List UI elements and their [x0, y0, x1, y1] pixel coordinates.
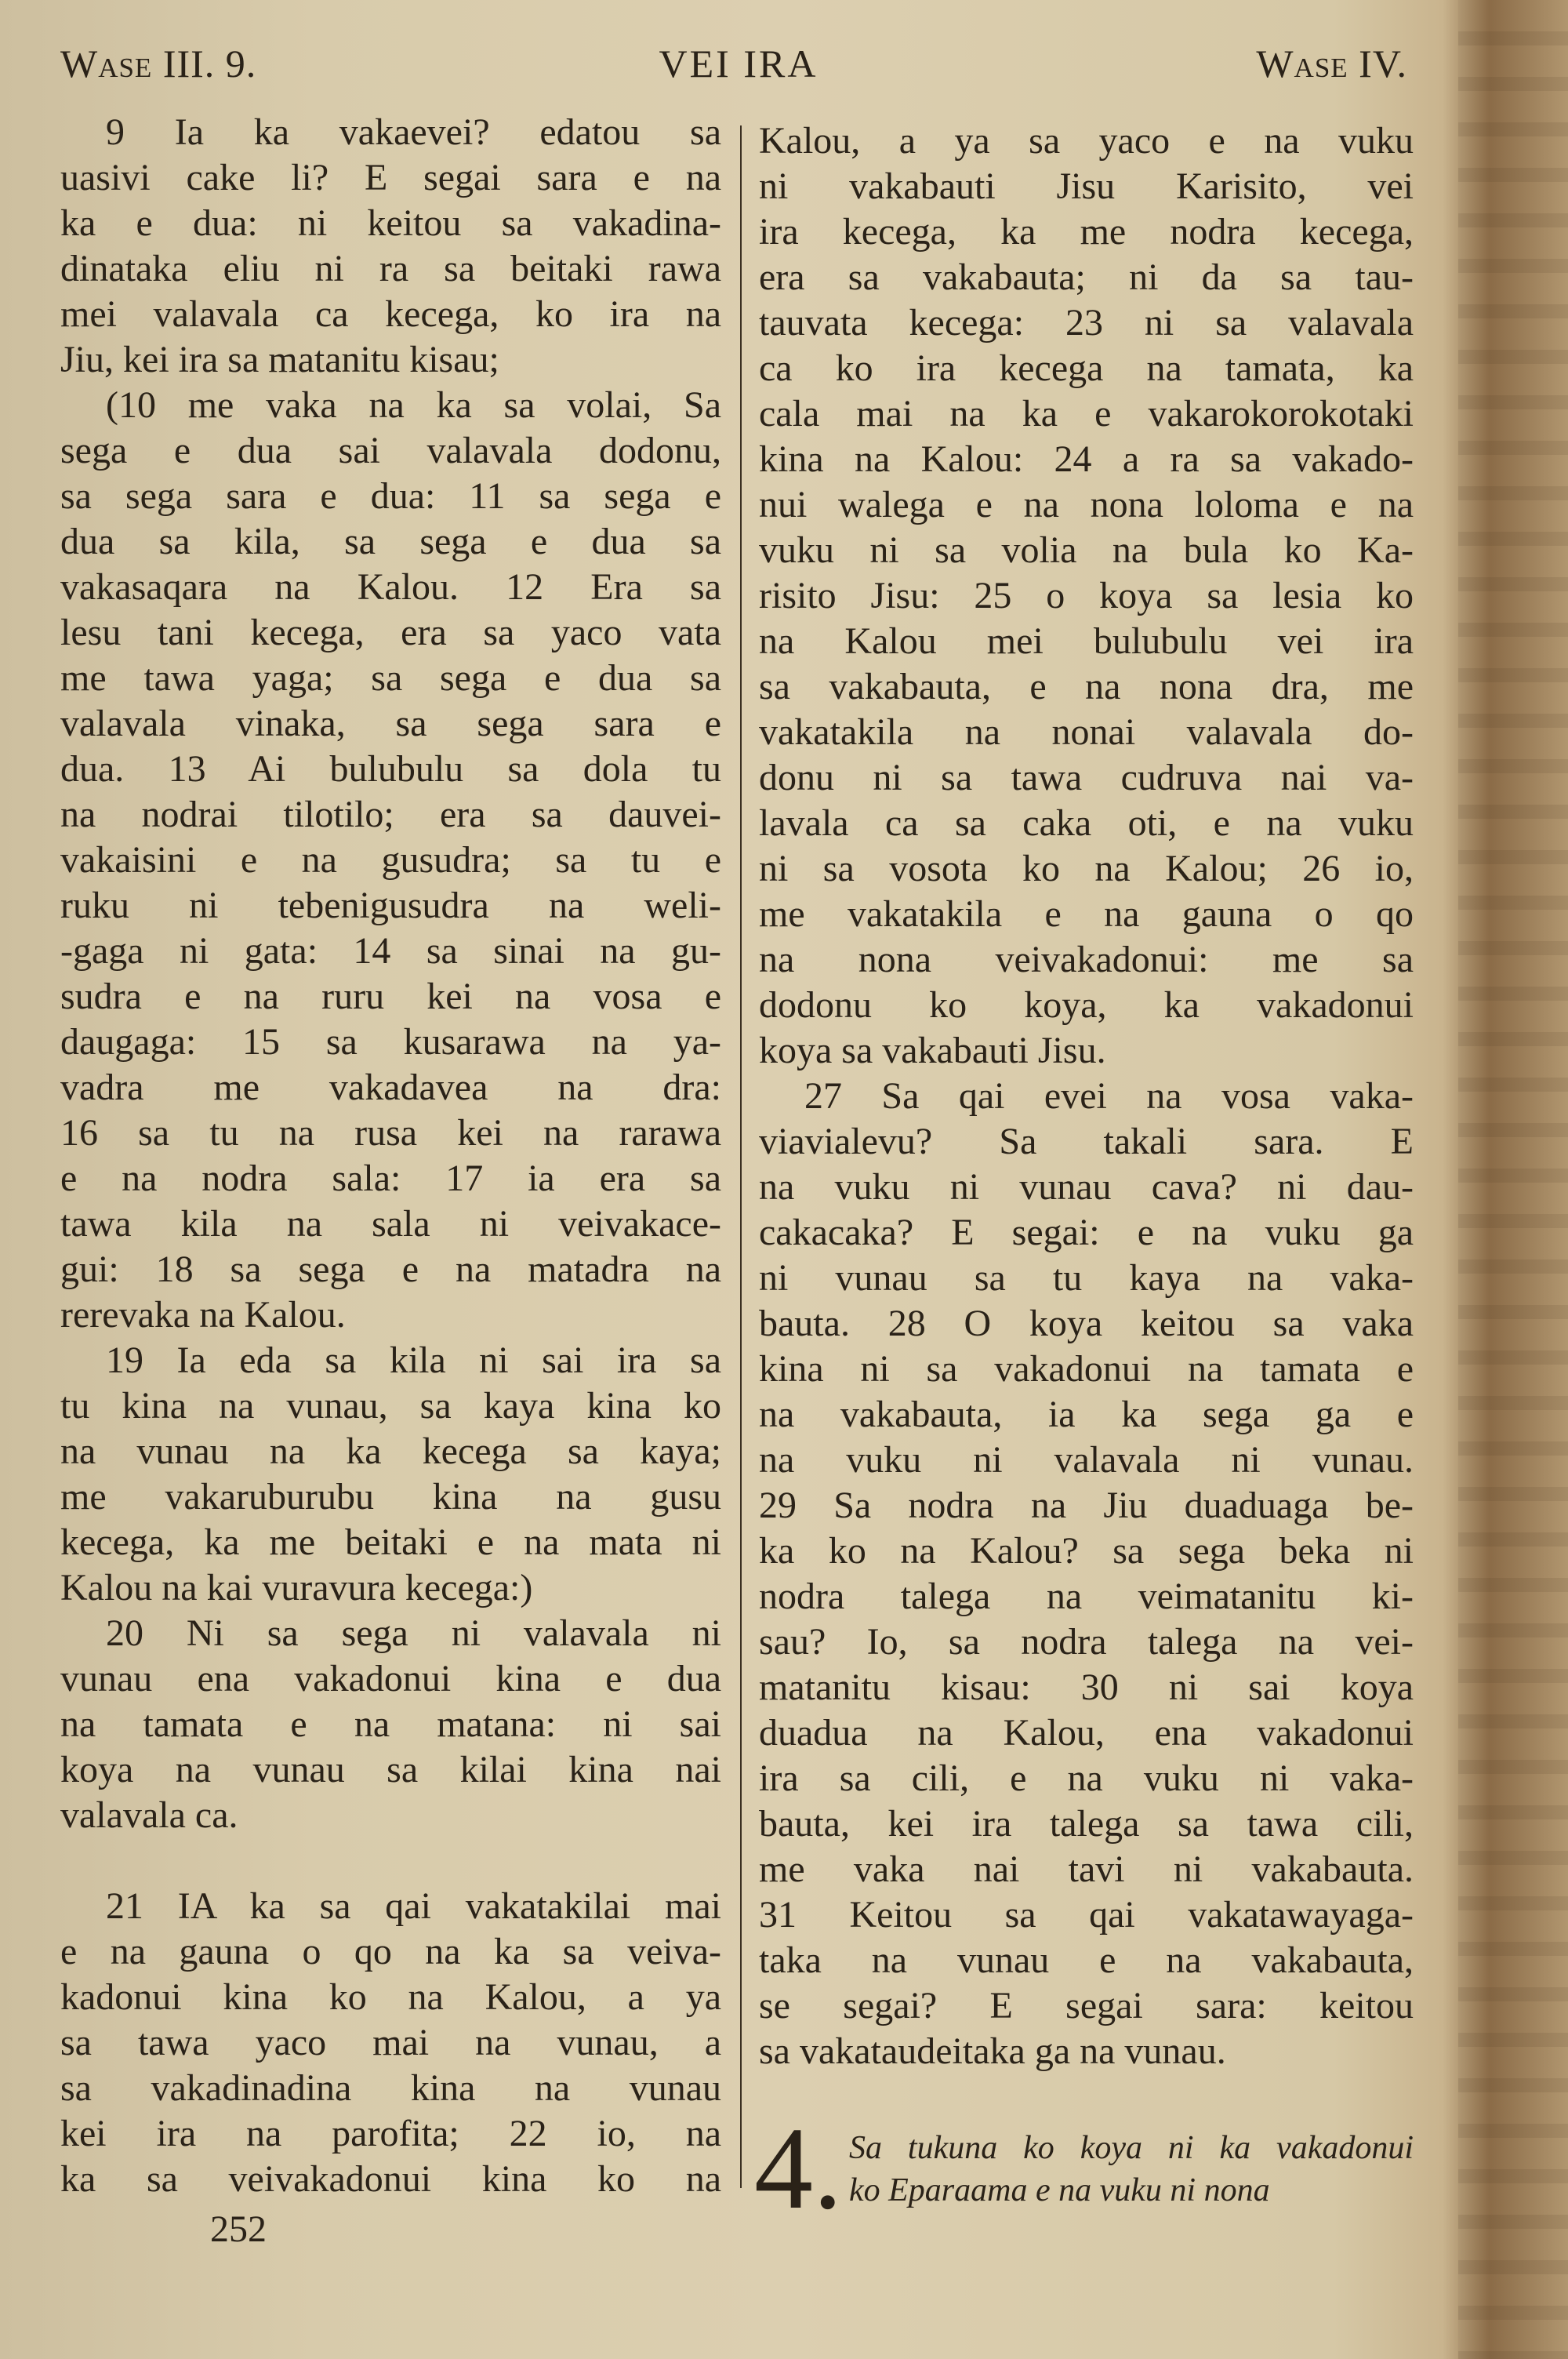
running-head-title: VEI IRA: [659, 42, 818, 85]
text-line: e na nodra sala: 17 ia era sa: [60, 1158, 721, 1199]
text-line: na Kalou mei bulubulu vei ira: [759, 620, 1414, 662]
text-line: era sa vakabauta; ni da sa tau-: [759, 256, 1414, 298]
text-line: vakaisini e na gusudra; sa tu e: [60, 839, 721, 881]
paragraph: [759, 1074, 1414, 2074]
text-line: tu kina na vunau, sa kaya kina ko: [60, 1385, 721, 1427]
text-line: me vakatakila e na gauna o qo: [759, 893, 1414, 935]
text-line: sudra e na ruru kei na vosa e: [60, 976, 721, 1017]
text-line: nodra talega na veimatanitu ki-: [759, 1576, 1414, 1617]
text-line: Kalou na kai vuravura kecega:): [60, 1567, 533, 1608]
text-line: e na gauna o qo na ka sa veiva-: [60, 1931, 721, 1972]
text-line: vuku ni sa volia na bula ko Ka-: [759, 529, 1414, 571]
text-line: cakacaka? E segai: e na vuku ga: [759, 1212, 1414, 1253]
text-line: valavala vinaka, sa sega sara e: [60, 703, 721, 744]
text-line: 9 Ia ka vakaevei? edatou sa: [106, 111, 721, 153]
text-line: se segai? E segai sara: keitou: [759, 1985, 1414, 2026]
right-text-column: [759, 118, 1414, 2074]
text-line: dinataka eliu ni ra sa beitaki rawa: [60, 248, 721, 289]
text-line: 27 Sa qai evei na vosa vaka-: [804, 1075, 1414, 1117]
text-line: uasivi cake li? E segai sara e na: [60, 157, 721, 198]
text-line: sa tawa yaco mai na vunau, a: [60, 2022, 721, 2063]
text-line: kei ira na parofita; 22 io, na: [60, 2113, 721, 2154]
paragraph: [759, 118, 1414, 1074]
paragraph: [60, 110, 721, 383]
text-line: risito Jisu: 25 o koya sa lesia ko: [759, 575, 1414, 616]
text-line: na vunau na ka kecega sa kaya;: [60, 1430, 721, 1472]
text-line: na tamata e na matana: ni sai: [60, 1703, 721, 1745]
text-line: kadonui kina ko na Kalou, a ya: [60, 1976, 721, 2018]
text-line: ni vunau sa tu kaya na vaka-: [759, 1257, 1414, 1299]
text-line: ira sa cili, e na vuku ni vaka-: [759, 1757, 1414, 1799]
text-line: 20 Ni sa sega ni valavala ni: [106, 1612, 721, 1654]
text-line: ka ko na Kalou? sa sega beka ni: [759, 1530, 1414, 1572]
text-line: valavala ca.: [60, 1794, 238, 1836]
text-line: me vakaruburubu kina na gusu: [60, 1476, 721, 1518]
text-line: 16 sa tu na rusa kei na rarawa: [60, 1112, 721, 1154]
text-line: 21 IA ka sa qai vakatakilai mai: [106, 1885, 721, 1927]
text-line: sa vakataudeitaka ga na vunau.: [759, 2030, 1226, 2072]
left-text-column: [60, 110, 721, 2202]
text-line: na vuku ni valavala ni vunau.: [759, 1439, 1414, 1481]
text-line: 29 Sa nodra na Jiu duaduaga be-: [759, 1485, 1414, 1526]
text-line: na nona veivakadonui: me sa: [759, 939, 1414, 980]
running-head-left: Wase III. 9.: [60, 42, 257, 85]
text-line: ni vakabauti Jisu Karisito, vei: [759, 165, 1414, 207]
text-line: Kalou, a ya sa yaco e na vuku: [759, 120, 1414, 162]
text-line: -gaga ni gata: 14 sa sinai na gu-: [60, 930, 721, 972]
text-line: bauta. 28 O koya keitou sa vaka: [759, 1303, 1414, 1344]
text-line: koya sa vakabauti Jisu.: [759, 1030, 1106, 1071]
text-line: dodonu ko koya, ka vakadonui: [759, 984, 1414, 1026]
text-line: cala mai na ka e vakarokorokotaki: [759, 393, 1414, 434]
text-line: ni sa vosota ko na Kalou; 26 io,: [759, 848, 1414, 889]
text-line: sa vakabauta, e na nona dra, me: [759, 666, 1414, 707]
text-line: (10 me vaka na ka sa volai, Sa: [106, 384, 721, 426]
paragraph: [60, 1884, 721, 2202]
text-line: lesu tani kecega, era sa yaco vata: [60, 612, 721, 653]
page-number: 252: [210, 2208, 267, 2250]
text-line: tawa kila na sala ni veivakace-: [60, 1203, 721, 1245]
text-line: sega e dua sai valavala dodonu,: [60, 430, 721, 471]
paragraph: [60, 1338, 721, 1611]
text-line: ruku ni tebenigusudra na weli-: [60, 885, 721, 926]
text-line: nui walega e na nona loloma e na: [759, 484, 1414, 525]
summary-line: ko Eparaama e na vuku ni nona: [849, 2172, 1270, 2208]
chapter-number: 4.: [754, 2103, 843, 2234]
text-line: duadua na Kalou, ena vakadonui: [759, 1712, 1414, 1754]
text-line: kina ni sa vakadonui na tamata e: [759, 1348, 1414, 1390]
text-line: dua. 13 Ai bulubulu sa dola tu: [60, 748, 721, 790]
summary-line: Sa tukuna ko koya ni ka vakadonui: [849, 2130, 1414, 2166]
text-line: kecega, ka me beitaki e na mata ni: [60, 1521, 721, 1563]
text-line: vakasaqara na Kalou. 12 Era sa: [60, 566, 721, 608]
text-line: ca ko ira kecega na tamata, ka: [759, 347, 1414, 389]
text-line: me tawa yaga; sa sega e dua sa: [60, 657, 721, 699]
text-line: sau? Io, sa nodra talega na vei-: [759, 1621, 1414, 1663]
text-line: lavala ca sa caka oti, e na vuku: [759, 802, 1414, 844]
text-line: ka e dua: ni keitou sa vakadina-: [60, 202, 721, 244]
text-line: ira kecega, ka me nodra kecega,: [759, 211, 1414, 253]
running-head-right: Wase IV.: [1256, 42, 1407, 85]
text-line: Jiu, kei ira sa matanitu kisau;: [60, 339, 499, 380]
text-line: gui: 18 sa sega e na matadra na: [60, 1249, 721, 1290]
text-line: dua sa kila, sa sega e dua sa: [60, 521, 721, 562]
text-line: 31 Keitou sa qai vakatawayaga-: [759, 1894, 1414, 1936]
text-line: me vaka nai tavi ni vakabauta.: [759, 1848, 1414, 1890]
text-line: na vuku ni vunau cava? ni dau-: [759, 1166, 1414, 1208]
text-line: donu ni sa tawa cudruva nai va-: [759, 757, 1414, 798]
text-line: na nodrai tilotilo; era sa dauvei-: [60, 794, 721, 835]
text-line: kina na Kalou: 24 a ra sa vakado-: [759, 438, 1414, 480]
next-page-edge: [1458, 0, 1568, 2359]
paragraph-gap: [60, 1838, 721, 1884]
text-line: 19 Ia eda sa kila ni sai ira sa: [106, 1339, 721, 1381]
text-line: bauta, kei ira talega sa tawa cili,: [759, 1803, 1414, 1845]
text-line: ka sa veivakadonui kina ko na: [60, 2158, 721, 2200]
column-divider: [740, 125, 742, 2188]
text-line: tauvata kecega: 23 ni sa valavala: [759, 302, 1414, 343]
text-line: matanitu kisau: 30 ni sai koya: [759, 1667, 1414, 1708]
chapter-summary: [849, 2127, 1414, 2212]
paragraph: [60, 383, 721, 1338]
text-line: mei valavala ca kecega, ko ira na: [60, 293, 721, 335]
text-line: vakatakila na nonai valavala do-: [759, 711, 1414, 753]
text-line: na vakabauta, ia ka sega ga e: [759, 1394, 1414, 1435]
text-line: koya na vunau sa kilai kina nai: [60, 1749, 721, 1790]
text-line: vunau ena vakadonui kina e dua: [60, 1658, 721, 1699]
text-line: sa sega sara e dua: 11 sa sega e: [60, 475, 721, 517]
text-line: daugaga: 15 sa kusarawa na ya-: [60, 1021, 721, 1063]
paragraph: [60, 1611, 721, 1838]
text-line: taka na vunau e na vakabauta,: [759, 1939, 1414, 1981]
text-line: sa vakadinadina kina na vunau: [60, 2067, 721, 2109]
text-line: vadra me vakadavea na dra:: [60, 1067, 721, 1108]
text-line: viavialevu? Sa takali sara. E: [759, 1121, 1414, 1162]
text-line: rerevaka na Kalou.: [60, 1294, 346, 1336]
